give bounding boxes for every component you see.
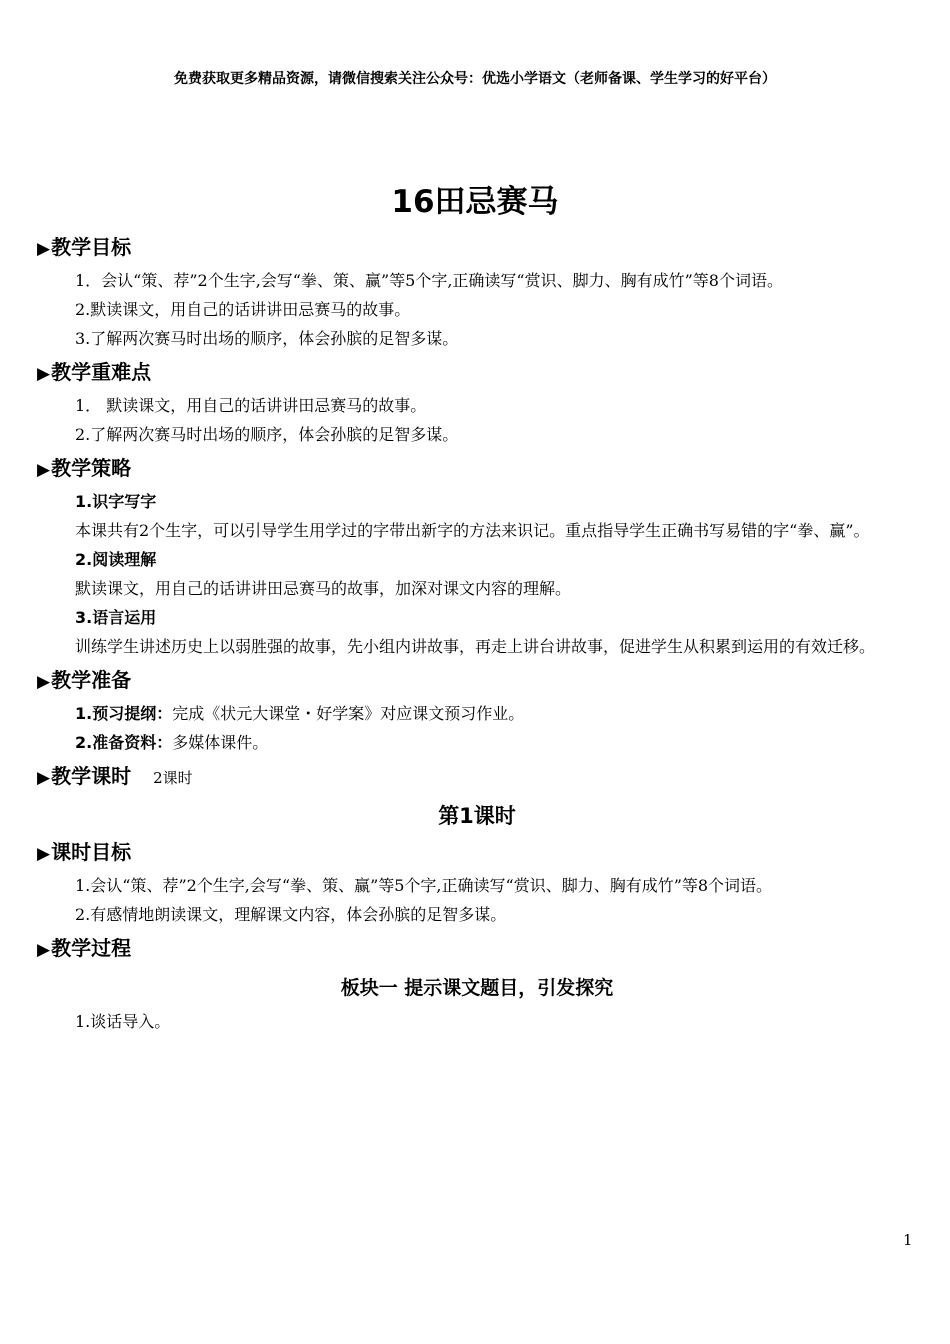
preparation-label: 2.准备资料： [75, 733, 173, 752]
page-number: 1 [903, 1231, 913, 1249]
section-heading-lesson-goals: ▶ 课时目标 [37, 837, 917, 869]
strategy-subtitle: 1.识字写字 [75, 492, 157, 511]
block-title: 板块一 提示课文题目，引发探究 [340, 977, 614, 999]
process-item: 1.谈话导入。 [75, 1012, 171, 1031]
triangle-bullet-icon: ▶ [37, 844, 51, 864]
key-point-item: 1． 默读课文，用自己的话讲讲田忌赛马的故事。 [75, 396, 427, 415]
lesson-goal-item: 2.有感情地朗读课文，理解课文内容，体会孙膑的足智多谋。 [75, 905, 507, 924]
key-point-item: 2.了解两次赛马时出场的顺序，体会孙膑的足智多谋。 [75, 425, 459, 444]
lesson-goal-item: 1.会认“策、荐”2个生字,会写“拳、策、赢”等5个字,正确读写“赏识、脚力、胸有成竹”等8个词语。 [75, 876, 773, 895]
strategy-text: 本课共有2个生字，可以引导学生用学过的字带出新字的方法来识记。重点指导学生正确书写易错的字“拳、赢”。 [75, 521, 870, 540]
section-heading-goals: ▶ 教学目标 [37, 232, 917, 264]
strategy-text: 训练学生讲述历史上以弱胜强的故事，先小组内讲故事，再走上讲台讲故事，促进学生从积累到运用的有效迁移。 [75, 637, 876, 656]
strategy-text: 默读课文，用自己的话讲讲田忌赛马的故事，加深对课文内容的理解。 [75, 579, 572, 598]
section-heading-preparation: ▶ 教学准备 [37, 665, 917, 697]
triangle-bullet-icon: ▶ [37, 239, 51, 259]
triangle-bullet-icon: ▶ [37, 940, 51, 960]
section-heading-strategy: ▶ 教学策略 [37, 453, 917, 485]
goal-item: 1．会认“策、荐”2个生字,会写“拳、策、赢”等5个字,正确读写“赏识、脚力、胸有成竹”等8个词语。 [75, 271, 783, 290]
strategy-subtitle: 2.阅读理解 [75, 550, 157, 569]
section-heading-process: ▶ 教学过程 [37, 933, 917, 965]
document-title: 16田忌赛马 [391, 184, 559, 220]
section-heading-key-points: ▶ 教学重难点 [37, 357, 917, 389]
preparation-item [37, 728, 917, 757]
preparation-item [37, 699, 917, 728]
lesson-title: 第1课时 [438, 804, 516, 828]
preparation-text: 完成《状元大课堂・好学案》对应课文预习作业。 [172, 704, 525, 723]
section-heading-hours: ▶ 教学课时 2课时 [37, 761, 917, 793]
triangle-bullet-icon: ▶ [37, 768, 51, 788]
preparation-text: 多媒体课件。 [172, 733, 269, 752]
triangle-bullet-icon: ▶ [37, 460, 51, 480]
hours-value: 2课时 [153, 769, 193, 787]
document-body [37, 228, 917, 1036]
goal-item: 3.了解两次赛马时出场的顺序，体会孙膑的足智多谋。 [75, 329, 459, 348]
promo-note: 免费获取更多精品资源，请微信搜索关注公众号：优选小学语文（老师备课、学生学习的好平台） [174, 71, 776, 87]
triangle-bullet-icon: ▶ [37, 364, 51, 384]
strategy-subtitle: 3.语言运用 [75, 608, 157, 627]
goal-item: 2.默读课文，用自己的话讲讲田忌赛马的故事。 [75, 300, 411, 319]
preparation-label: 1.预习提纲： [75, 704, 173, 723]
triangle-bullet-icon: ▶ [37, 672, 51, 692]
